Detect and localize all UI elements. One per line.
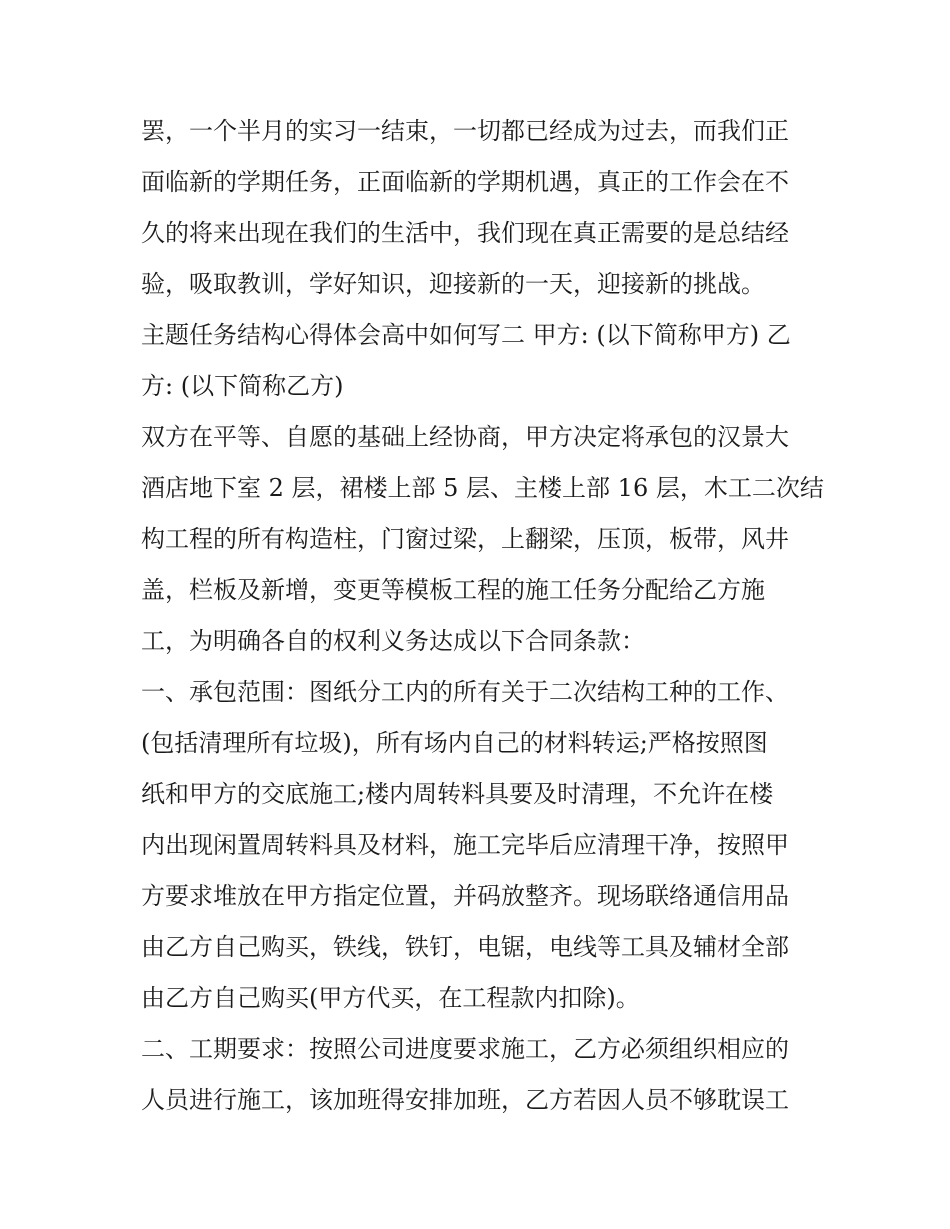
text-line: 由乙方自己购买，铁线，铁钉，电锯，电线等工具及辅材全部 <box>141 933 789 961</box>
text-line: 盖，栏板及新增，变更等模板工程的施工任务分配给乙方施 <box>141 576 765 604</box>
text-line: 构工程的所有构造柱，门窗过梁，上翻梁，压顶，板带，风井 <box>141 525 789 553</box>
text-line: 人员进行施工，该加班得安排加班，乙方若因人员不够耽误工 <box>141 1086 789 1114</box>
paragraph-section-heading <box>141 310 813 412</box>
text-line: 主题任务结构心得体会高中如何写二 甲方: (以下简称甲方) 乙 <box>141 321 791 349</box>
text-line: 久的将来出现在我们的生活中，我们现在真正需要的是总结经 <box>141 219 789 247</box>
text-line: 工，为明确各自的权利义务达成以下合同条款： <box>141 627 645 655</box>
text-line: 内出现闲置周转料具及材料，施工完毕后应清理干净，按照甲 <box>141 831 789 859</box>
text-line: 面临新的学期任务，正面临新的学期机遇，真正的工作会在不 <box>141 168 789 196</box>
text-line: 二、工期要求：按照公司进度要求施工，乙方必须组织相应的 <box>141 1035 789 1063</box>
text-line: 方: (以下简称乙方) <box>141 372 344 400</box>
text-line: (包括清理所有垃圾)，所有场内自己的材料转运;严格按照图 <box>141 729 768 757</box>
document-body <box>141 106 824 1126</box>
text-line: 一、承包范围：图纸分工内的所有关于二次结构工种的工作、 <box>141 678 789 706</box>
text-line: 方要求堆放在甲方指定位置，并码放整齐。现场联络通信用品 <box>141 882 789 910</box>
paragraph-schedule-clause <box>141 1024 813 1126</box>
paragraph-agreement-intro <box>141 412 824 667</box>
text-line: 验，吸取教训，学好知识，迎接新的一天，迎接新的挑战。 <box>141 270 765 298</box>
paragraph-scope-clause <box>141 667 813 1024</box>
text-line: 纸和甲方的交底施工;楼内周转料具要及时清理，不允许在楼 <box>141 780 774 808</box>
text-line: 双方在平等、自愿的基础上经协商，甲方决定将承包的汉景大 <box>141 423 789 451</box>
text-line: 罢，一个半月的实习一结束，一切都已经成为过去，而我们正 <box>141 117 789 145</box>
paragraph-internship-conclusion <box>141 106 813 310</box>
text-line: 酒店地下室 2 层，裙楼上部 5 层、主楼上部 16 层，木工二次结 <box>141 474 824 502</box>
text-line: 由乙方自己购买(甲方代买，在工程款内扣除)。 <box>141 984 640 1012</box>
